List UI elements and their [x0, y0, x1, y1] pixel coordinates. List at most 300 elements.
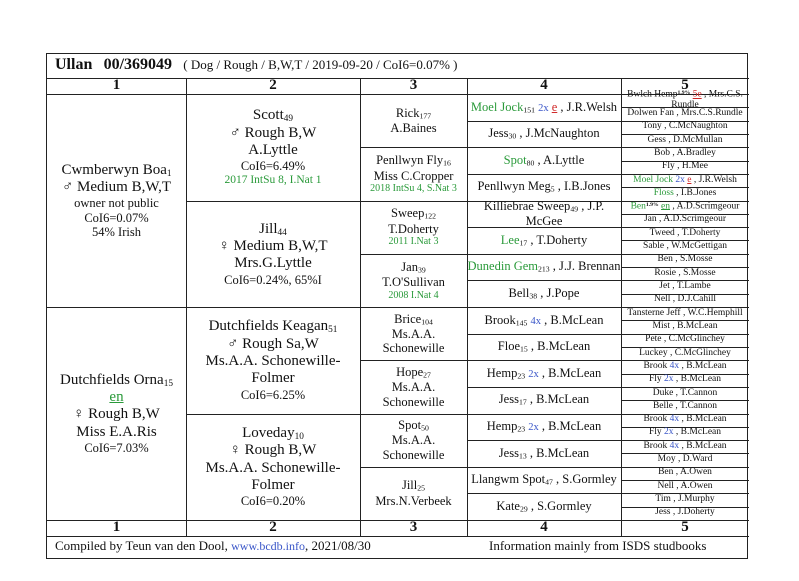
multiplicity-badge: 2x [675, 174, 685, 185]
export-mark: 5e [692, 89, 702, 100]
export-mark: e [551, 99, 558, 114]
litter-number: 44 [277, 227, 287, 238]
dog-name-line [398, 418, 429, 433]
dog-name: Fly [648, 374, 662, 385]
sex-and-colour: ♀ Rough B,W [73, 406, 160, 423]
gen5-cell [621, 493, 749, 506]
owner: Ms.A.A. Schonewille [382, 380, 445, 409]
coi: CoI6=6.25% [240, 387, 306, 402]
dog-entry: Tim , J.Murphy [655, 494, 715, 505]
owner: D.McMullan [673, 134, 723, 145]
owner: D.J.Cahill [677, 294, 716, 305]
dog-entry: Dunedin Gem$_{213}$ , J.J. Brennan [467, 259, 621, 274]
gen4-cell [467, 493, 621, 520]
dog-name: Tim [655, 494, 671, 505]
gen4-cell [467, 467, 621, 494]
sex-and-colour: ♂ Rough B,W [229, 124, 317, 141]
en-mark: en [109, 389, 124, 406]
owner: T.Doherty [536, 232, 588, 247]
gen5-cell [621, 267, 749, 280]
gen4-cell [467, 387, 621, 414]
column-header-top: 5 [681, 77, 689, 94]
owner: W.C.Hemphill [687, 307, 743, 318]
litter-number: 30 [508, 131, 517, 141]
owner: T.Doherty [388, 221, 439, 236]
dog-name: Dutchfields Orna [59, 371, 164, 388]
dog-name: Jill [401, 478, 418, 493]
coi: CoI6=0.24%, 65%I [224, 272, 322, 287]
dog-entry: Fly 2x , B.McLean [648, 374, 722, 385]
column-header-bottom: 1 [112, 519, 121, 536]
gen5-cell [621, 254, 749, 267]
litter-number: 27 [423, 370, 431, 380]
owner: Miss C.Cropper [373, 168, 454, 183]
dog-name: Rick [395, 105, 420, 120]
dog-name: Penllwyn Meg [477, 179, 551, 194]
dog-entry: Jet , T.Lambe [659, 281, 711, 292]
coi: CoI6=0.07% [84, 210, 149, 225]
dog-entry: Jess$_{17}$ , B.McLean [498, 392, 590, 407]
owner: Mrs.C.S.Rundle [681, 107, 743, 118]
owner: B.McLean [686, 440, 727, 451]
owner: A.Owen [679, 467, 712, 478]
litter-number: 151 [523, 105, 535, 115]
gen5-cell [621, 201, 749, 214]
litter-number: 25 [417, 484, 426, 493]
owner: S.Mosse [683, 267, 716, 278]
dog-name: Spot [398, 418, 422, 433]
owner: J.P. McGee [525, 198, 605, 229]
dog-name: Jan [401, 259, 418, 274]
owner: S.Gormley [537, 498, 592, 513]
gen5-cell [621, 214, 749, 227]
gen4-cell [467, 94, 621, 121]
litter-number: 15 [163, 378, 173, 389]
gen3-cell [360, 201, 467, 254]
owner: J.R.Welsh [566, 99, 618, 114]
footer-rule [47, 536, 749, 537]
dog-entry: Floe$_{15}$ , B.McLean [497, 339, 591, 354]
dog-entry: Tansterne Jeff , W.C.Hemphill [627, 307, 743, 318]
gen1-cell [47, 307, 186, 520]
gen5-cell [621, 227, 749, 240]
owner: T.Cannon [680, 400, 718, 411]
owner: A.D.Scrimgeour [676, 201, 740, 212]
gen5-cell [621, 240, 749, 253]
owner: B.McLean [548, 365, 602, 380]
export-mark: en [661, 201, 671, 212]
dog-entry: Brook 4x , B.McLean [643, 360, 727, 371]
dog-name: Brice [394, 311, 422, 326]
gen4-cell [467, 254, 621, 281]
dog-entry: Bob , A.Bradley [654, 147, 716, 158]
litter-number: 10 [294, 431, 304, 442]
dog-name-line [242, 425, 304, 443]
dog-name-line [376, 153, 451, 168]
gen5-cell [621, 427, 749, 440]
dog-name: Mist [652, 320, 670, 331]
dog-entry: Bell$_{38}$ , J.Pope [508, 285, 580, 301]
litter-number: 145 [515, 318, 528, 328]
dog-name: Penllwyn Fly [376, 153, 444, 168]
gen1-cell [47, 94, 186, 307]
dog-entry: Gess , D.McMullan [647, 134, 723, 145]
dog-name: Ben [657, 254, 673, 265]
trial-results: 2008 I.Nat 4 [388, 289, 439, 301]
dog-entry: Jess$_{13}$ , B.McLean [498, 445, 590, 461]
dog-name: Kate [496, 498, 520, 513]
column-header-bottom: 5 [681, 519, 689, 536]
dog-entry: Brook 4x , B.McLean [643, 440, 727, 451]
gen5-cell [621, 347, 749, 360]
column-header-top: 3 [409, 77, 418, 94]
dog-name: Gess [647, 134, 666, 145]
multiplicity-badge: 4x [530, 315, 541, 327]
gen5-cell [621, 89, 749, 110]
footer-site-link[interactable]: www.bcdb.info [231, 539, 306, 553]
litter-number: 23 [517, 424, 526, 434]
ancestry: 54% Irish [92, 225, 141, 240]
gen5-cell [621, 374, 749, 387]
litter-number: 177 [419, 111, 432, 121]
owner: Mrs.N.Verbeek [375, 493, 452, 508]
owner: C.McGlinchey [674, 347, 731, 358]
footer-compiled [55, 538, 371, 554]
owner: Ms.A.A. Schonewille-Folmer [205, 353, 341, 387]
dog-details: ( Dog / Rough / B,W,T / 2019-09-20 / CoI6=0.07% ) [183, 57, 458, 72]
dog-name: Floss [653, 187, 674, 198]
gen5-cell [621, 400, 749, 413]
dog-entry: Belle , T.Cannon [652, 400, 718, 411]
dog-name: Ben [658, 467, 674, 478]
dog-name: Floe [497, 339, 520, 354]
gen3-cell [360, 147, 467, 200]
multiplicity-badge: 2x [528, 368, 539, 380]
dog-name: Brook [643, 414, 668, 425]
owner: J.Doherty [677, 507, 715, 518]
dog-entry: Floss , I.B.Jones [653, 187, 717, 198]
owner: B.McLean [550, 312, 604, 327]
dog-name: Tweed [649, 227, 675, 238]
gen3-cell [360, 414, 467, 467]
dog-entry: Jess$_{30}$ , J.McNaughton [488, 126, 600, 141]
sex-and-colour: ♀ Medium B,W,T [218, 238, 328, 255]
litter-number: 213 [538, 264, 550, 274]
dog-entry: Brook 4x , B.McLean [643, 414, 727, 425]
column-header-top: 4 [540, 77, 548, 94]
gen5-cell [621, 121, 749, 134]
dog-entry: Hemp$_{23}$ 2x , B.McLean [486, 365, 602, 381]
dog-name-line [396, 365, 431, 380]
sex-and-colour: ♀ Rough B,W [229, 442, 317, 459]
owner: A.Owen [680, 480, 713, 491]
dog-name-line [396, 106, 431, 121]
dog-name: Killiebrae Sweep [483, 198, 571, 213]
pedigree-sheet [46, 53, 748, 559]
gen5-cell [621, 387, 749, 400]
gen4-cell [467, 360, 621, 387]
dog-entry: Tony , C.McNaughton [642, 121, 728, 132]
owner: C.McGlinchey [668, 334, 725, 345]
dog-name-line [391, 206, 436, 221]
gen4-cell [467, 307, 621, 334]
owner: Ms.A.A. Schonewille [382, 433, 445, 462]
dog-name: Brook [643, 440, 668, 451]
owner: Mrs.G.Lyttle [234, 255, 312, 272]
owner: J.J. Brennan [559, 259, 621, 274]
litter-number: 50 [421, 423, 429, 433]
dog-name-line [60, 372, 173, 390]
gen5-cell [621, 307, 749, 320]
gen4-cell [467, 198, 621, 229]
dog-entry: Penllwyn Meg$_5$ , I.B.Jones [477, 179, 611, 194]
dog-name: Scott [252, 107, 284, 124]
gen5-cell [621, 147, 749, 160]
registration-number: 00/369049 [103, 56, 173, 73]
dog-entry: Kate$_{29}$ , S.Gormley [496, 498, 592, 514]
dog-entry: Ben$^{1.9\%}$ en , A.D.Scrimgeour [630, 201, 740, 212]
owner: B.McLean [536, 445, 590, 460]
gen4-cell [467, 334, 621, 361]
litter-number: 49 [570, 204, 579, 214]
dog-name-line [61, 162, 171, 180]
dog-entry: Sable , W.McGettigan [643, 241, 727, 252]
column-header-bottom: 2 [269, 519, 277, 536]
owner: Ms.A.A. Schonewille-Folmer [205, 459, 341, 493]
dog-entry: Pete , C.McGlinchey [645, 334, 725, 345]
dog-name: Jess [498, 445, 519, 460]
trial-results: 2018 IntSu 4, S.Nat 3 [370, 183, 457, 195]
column-header-top: 2 [269, 77, 277, 94]
multiplicity-badge: 2x [528, 422, 539, 434]
dog-entry: Ben , A.Owen [658, 467, 712, 478]
export-mark: e [687, 174, 692, 185]
owner: J.Pope [546, 285, 580, 300]
litter-number: 5 [550, 185, 555, 194]
litter-number: 38 [529, 291, 538, 301]
footer-compiled-by: Compiled by Teun van den Dool, [55, 538, 228, 553]
gen5-cell [621, 467, 749, 480]
gen5-cell [621, 174, 749, 187]
litter-number: 15 [520, 344, 528, 354]
owner: A.Lyttle [248, 142, 298, 159]
dog-entry: Bwlch Hemp$^{1.9\%}$ 5e , Mrs.C.S. Rundle [627, 89, 743, 110]
dog-entry: Nell , D.J.Cahill [653, 294, 716, 305]
dog-name: Llangwm Spot [471, 472, 546, 487]
dog-name: Pete [645, 334, 662, 345]
litter-number: 122 [424, 212, 436, 221]
dog-entry: Tweed , T.Doherty [649, 227, 721, 238]
dog-entry: Ben , S.Mosse [657, 254, 713, 265]
dog-name: Dunedin Gem [467, 259, 539, 274]
coi: CoI6=0.20% [240, 494, 306, 509]
owner: T.Doherty [681, 227, 721, 238]
owner: B.McLean [680, 374, 722, 385]
gen4-cell [467, 280, 621, 307]
dog-entry: Moel Jock$_{151}$ 2x e , J.R.Welsh [470, 99, 618, 115]
dog-entry: Fly , H.Mee [662, 161, 708, 172]
owner: J.R.Welsh [698, 174, 737, 185]
dog-name: Bwlch Hemp [627, 89, 678, 100]
dog-name-line [259, 221, 287, 239]
gen2-cell [186, 94, 360, 201]
gen3-cell [360, 467, 467, 520]
litter-number: 104 [421, 317, 433, 327]
owner: T.Cannon [680, 387, 718, 398]
gen4-cell [467, 147, 621, 174]
dog-name: Nell [657, 480, 674, 491]
dog-name: Moel Jock [470, 99, 524, 114]
owner: Ms.A.A. Schonewille [382, 326, 445, 356]
dog-name: Brook [484, 312, 516, 327]
owner: B.McLean [680, 427, 722, 438]
dog-name: Moy [657, 454, 676, 465]
dog-name: Dutchfields Keagan [208, 318, 329, 335]
dog-name-line [402, 478, 425, 493]
page-title [55, 56, 457, 74]
litter-number: 17 [519, 238, 528, 248]
gen4-cell [467, 440, 621, 467]
gen5-cell [621, 440, 749, 453]
dog-name: Jan [643, 214, 657, 225]
litter-number: 47 [545, 477, 553, 487]
litter-number: 51 [328, 325, 338, 336]
gen5-cell [621, 334, 749, 347]
gen5-cell [621, 507, 749, 520]
litter-number: 80 [526, 158, 535, 168]
dog-name: Belle [652, 400, 674, 411]
dog-name: Cwmberwyn Boa [61, 161, 167, 178]
dog-entry: Spot$_{80}$ , A.Lyttle [503, 152, 585, 168]
litter-number: 23 [517, 371, 526, 381]
coi-superscript: 1.9% [677, 90, 691, 97]
coi-superscript: 1.9% [645, 201, 659, 208]
dog-name: Sable [643, 241, 665, 252]
owner: B.McLean [686, 414, 727, 425]
column-header-bottom: 3 [409, 519, 418, 536]
trial-results: 2011 I.Nat 3 [388, 236, 439, 248]
column-header-bottom: 4 [540, 519, 548, 536]
dog-name: Bob [654, 147, 670, 158]
dog-entry: Mist , B.McLean [652, 320, 718, 331]
dog-name: Dolwen Fan [627, 107, 675, 118]
owner: T.O'Sullivan [382, 275, 445, 290]
owner: B.McLean [536, 392, 590, 407]
dog-name: Rosie [654, 267, 677, 278]
gen2-cell [186, 201, 360, 308]
dog-entry: Brook$_{145}$ 4x , B.McLean [484, 312, 604, 328]
dog-name: Jess [488, 126, 509, 141]
multiplicity-badge: 2x [664, 427, 674, 438]
multiplicity-badge: 4x [669, 360, 680, 371]
dog-name: Hemp [486, 365, 518, 380]
owner: I.B.Jones [563, 179, 611, 194]
dog-name: Hemp [486, 419, 518, 434]
gen2-cell [186, 414, 360, 521]
litter-number: 1 [166, 168, 172, 179]
gen4-cell [467, 414, 621, 441]
owner: C.McNaughton [668, 121, 728, 132]
litter-number: 49 [283, 114, 294, 125]
litter-number: 16 [443, 158, 451, 168]
dog-entry: Fly 2x , B.McLean [648, 427, 722, 438]
multiplicity-badge: 2x [664, 374, 674, 385]
dog-name-line [401, 260, 425, 275]
gen4-cell [467, 227, 621, 254]
owner: S.Gormley [562, 472, 617, 487]
coi: CoI6=6.49% [240, 159, 306, 174]
dog-entry: Moy , D.Ward [657, 454, 713, 465]
owner: owner not public [74, 196, 159, 211]
dog-entry: Llangwm Spot$_{47}$ , S.Gormley [471, 472, 617, 487]
litter-number: 17 [518, 398, 527, 407]
footer-info: Information mainly from ISDS studbooks [489, 538, 707, 553]
gen5-cell [621, 453, 749, 466]
multiplicity-badge: 4x [669, 414, 680, 425]
dog-name: Loveday [242, 424, 295, 441]
dog-entry: Jan , A.D.Scrimgeour [643, 214, 727, 225]
dog-name-line [209, 318, 338, 336]
dog-entry: Jess , J.Doherty [655, 507, 715, 518]
gen2-cell [186, 307, 360, 414]
dog-name: Brook [643, 360, 668, 371]
gen5-cell [621, 294, 749, 307]
dog-name: Tansterne Jeff [627, 307, 681, 318]
owner: A.Lyttle [543, 152, 585, 167]
multiplicity-badge: 4x [669, 440, 680, 451]
dog-name: Sweep [391, 206, 425, 221]
owner: J.McNaughton [525, 126, 600, 141]
gen3-cell [360, 254, 467, 307]
litter-number: 39 [417, 265, 426, 275]
dog-name: Moel Jock [633, 174, 673, 185]
dog-entry: Duke , T.Cannon [652, 387, 718, 398]
owner: A.D.Scrimgeour [663, 214, 727, 225]
column-header-top: 1 [112, 77, 121, 94]
sex-and-colour: ♂ Rough Sa,W [227, 335, 319, 352]
gen5-cell [621, 280, 749, 293]
gen5-cell [621, 107, 749, 120]
owner: T.Lambe [676, 281, 711, 292]
gen5-cell [621, 161, 749, 174]
owner: H.Mee [681, 161, 708, 172]
dog-name-line [253, 107, 293, 125]
dog-entry: Hemp$_{23}$ 2x , B.McLean [486, 419, 602, 434]
owner: W.McGettigan [671, 241, 727, 252]
owner: B.McLean [548, 419, 602, 434]
dog-entry: Rosie , S.Mosse [654, 267, 716, 278]
dog-name: Jill [259, 220, 278, 237]
dog-entry: Lee$_{17}$ , T.Doherty [500, 232, 588, 248]
footer-date: , 2021/08/30 [305, 538, 371, 553]
dog-name: Fly [648, 427, 662, 438]
owner: S.Mosse [679, 254, 713, 265]
dog-entry: Moel Jock 2x e , J.R.Welsh [633, 174, 737, 185]
dog-name: Jess [655, 507, 671, 518]
owner: D.Ward [682, 454, 713, 465]
dog-name: Spot [503, 152, 527, 167]
owner: B.McLean [686, 360, 727, 371]
coi: CoI6=7.03% [84, 440, 149, 455]
owner: A.Baines [390, 121, 437, 136]
trial-results: 2017 IntSu 8, I.Nat 1 [224, 173, 322, 186]
gen5-cell [621, 360, 749, 373]
gen5-cell [621, 187, 749, 200]
dog-name-line [394, 312, 433, 327]
sex-and-colour: ♂ Medium B,W,T [61, 179, 172, 196]
dog-name: Jet [659, 281, 670, 292]
dog-entry: Dolwen Fan , Mrs.C.S.Rundle [627, 107, 743, 118]
